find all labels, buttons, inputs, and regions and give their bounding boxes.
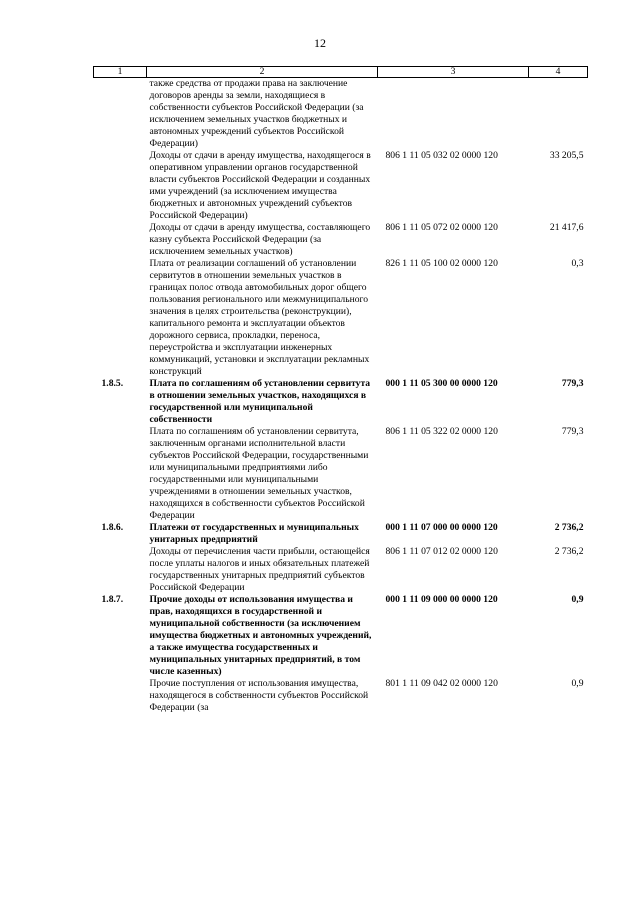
row-name: Прочие поступления от использования имущества, находящегося в собственности субъектов Российской Федерации (за [149,678,369,713]
row-number [94,546,147,594]
row-name: Плата от реализации соглашений об установлении сервитутов в отношении земельных участков в границах полос отвода автомобильных дорог общего пользования регионального или межмуниципального значения в целях строительства (реконструкции), капитального ремонта и эксплуатации объектов дорожного сервиса, прокладки, переноса, переустройства и эксплуатации инженерных коммуникаций, установки и эксплуатации рекламных конструкций [149,258,370,377]
row-name: Платежи от государственных и муниципальных унитарных предприятий [149,522,359,545]
row-name: Плата по соглашениям об установлении сервитута, заключенным органами исполнительной власти субъектов Российской Федерации, государственными или муниципальными предприятиями либо государственными или муниципальными учреждениями в отношении земельных участков, находящихся в собственности субъектов Российской Федерации [149,426,369,521]
row-name: Прочие доходы от использования имущества и прав, находящихся в государственной и муниципальной собственности (за исключением имущества бюджетных и автономных учреждений, а также имущества государственных и муниципальных унитарных предприятий, в том числе казенных) [149,594,372,677]
row-amount: 779,3 [561,426,584,437]
table-row [94,222,588,258]
row-name: также средства от продажи права на заключение договоров аренды за земли, находящиеся в собственности субъектов Российской Федерации (за исключением земельных участков бюджетных и автономных учреждений субъектов Российской Федерации) [149,78,364,149]
revenue-table [93,66,588,714]
column-header-2: 2 [147,67,378,78]
row-code: 806 1 11 05 072 02 0000 120 [385,222,498,233]
row-amount: 0,3 [571,258,584,269]
column-header-4: 4 [529,67,588,78]
page-number: 12 [314,36,326,50]
row-name: Плата по соглашениям об установлении сервитута в отношении земельных участков, находящихся в государственной или муниципальной собственности [149,378,371,425]
table-body [94,78,588,715]
row-code: 806 1 11 05 322 02 0000 120 [385,426,498,437]
row-code: 000 1 11 09 000 00 0000 120 [385,594,498,605]
row-number: 1.8.7. [101,594,124,605]
row-code [378,78,529,151]
table-header-row [94,67,588,78]
table-row [94,378,588,426]
row-code: 000 1 11 05 300 00 0000 120 [385,378,498,389]
table-row [94,150,588,222]
table-row [94,522,588,546]
row-number [94,78,147,151]
row-amount: 21 417,6 [549,222,584,233]
row-name: Доходы от перечисления части прибыли, остающейся после уплаты налогов и иных обязательных платежей государственных унитарных предприятий субъектов Российской Федерации [149,546,370,593]
row-number: 1.8.5. [101,378,124,389]
table-row [94,546,588,594]
table-row [94,678,588,714]
row-amount: 0,9 [571,594,584,605]
row-number [94,678,147,714]
table-row [94,426,588,522]
row-amount: 2 736,2 [554,522,584,533]
row-name: Доходы от сдачи в аренду имущества, составляющего казну субъекта Российской Федерации (за исключением земельных участков) [149,222,371,257]
row-number: 1.8.6. [101,522,124,533]
column-header-1: 1 [94,67,147,78]
row-code: 801 1 11 09 042 02 0000 120 [385,678,498,689]
row-amount [529,78,588,151]
row-amount: 779,3 [561,378,584,389]
row-number [94,258,147,378]
row-code: 826 1 11 05 100 02 0000 120 [385,258,498,269]
row-number [94,150,147,222]
row-number [94,222,147,258]
table-row [94,78,588,151]
column-header-3: 3 [378,67,529,78]
row-amount: 2 736,2 [554,546,584,557]
row-code: 806 1 11 07 012 02 0000 120 [385,546,498,557]
row-amount: 33 205,5 [549,150,584,161]
row-amount: 0,9 [571,678,584,689]
table-row [94,594,588,678]
row-number [94,426,147,522]
row-name: Доходы от сдачи в аренду имущества, находящегося в оперативном управлении органов государственной власти субъектов Российской Федерации и созданных ими учреждений (за исключением имущества бюджетных и автономных учреждений субъектов Российской Федерации) [149,150,371,221]
table-row [94,258,588,378]
row-code: 806 1 11 05 032 02 0000 120 [385,150,498,161]
row-code: 000 1 11 07 000 00 0000 120 [385,522,498,533]
